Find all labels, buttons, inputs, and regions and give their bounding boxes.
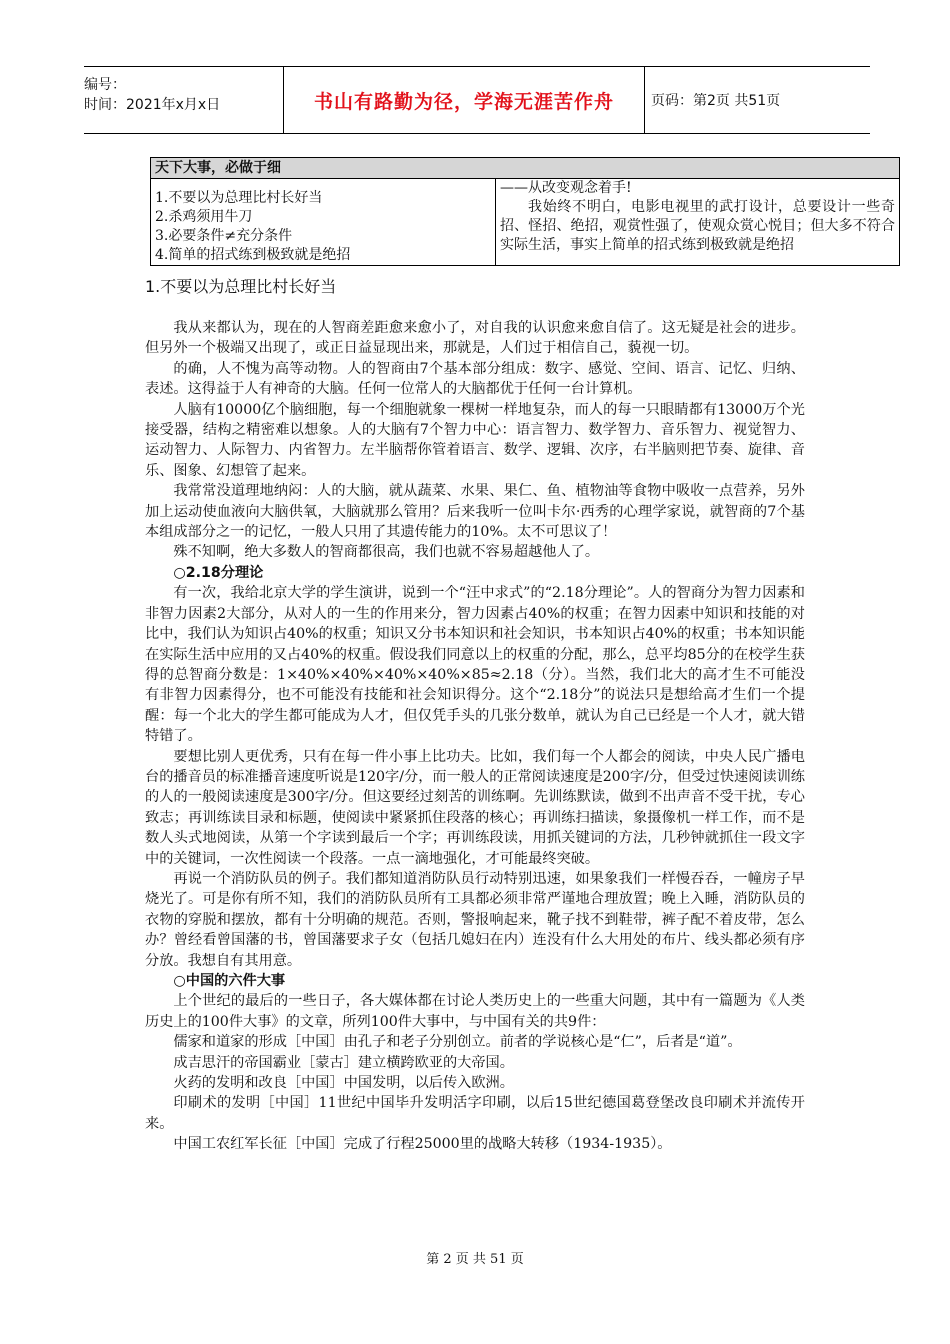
section-title: 1.不要以为总理比村长好当	[145, 277, 337, 296]
paragraph: 印刷术的发明［中国］11世纪中国毕升发明活字印刷，以后15世纪德国葛登堡改良印刷术并流传开来。	[145, 1095, 805, 1132]
page-header	[84, 66, 870, 134]
paragraph: 有一次，我给北京大学的学生演讲，说到一个“汪中求式”的“2.18分理论”。人的智商分为智力因素和非智力因素2大部分，从对人的一生的作用来分，智力因素占40%的权重；在智力因素中知识和技能的对比中，我们认为知识占40%的权重；知识又分书本知识和社会知识，书本知识占40%的权重；书本知识能在实际生活中应用的又占40%的权重。假设我们同意以上的权重的分配，那么，总平均85分的在校学生获得的总智商分数是：1×40%×40%×40%×40%×85≈2.18（分）。当然，我们北大的高才生不可能没有非智力因素得分，也不可能没有技能和社会知识得分。这个“2.18分”的说法只是想给高才生们一个提醒：每一个北大的学生都可能成为人才，但仅凭手头的几张分数单，就认为自己已经是一个人才，就大错特错了。	[145, 585, 805, 745]
summary-description	[496, 179, 900, 266]
paragraph: 火药的发明和改良［中国］中国发明，以后传入欧洲。	[173, 1075, 514, 1092]
summary-table-title: 天下大事，必做于细	[151, 158, 900, 179]
summary-item: 3.必要条件≠充分条件	[155, 228, 293, 244]
paragraph: 儒家和道家的形成［中国］由孔子和老子分别创立。前者的学说核心是“仁”，后者是“道”。	[173, 1034, 742, 1051]
paragraph: 我常常没道理地纳闷：人的大脑，就从蔬菜、水果、果仁、鱼、植物油等食物中吸收一点营养，另外加上运动使血液向大脑供氧，大脑就那么管用？后来我听一位叫卡尔·西秀的心理学家说，就智商的7个基本组成部分之一的记忆，一般人只用了其遗传能力的10%。太不可思议了！	[145, 483, 805, 541]
paragraph: 上个世纪的最后的一些日子，各大媒体都在讨论人类历史上的一些重大问题，其中有一篇题为《人类历史上的100件大事》的文章，所列100件大事中，与中国有关的共9件：	[145, 993, 805, 1030]
paragraph: 人脑有10000亿个脑细胞，每一个细胞就象一棵树一样地复杂，而人的每一只眼睛都有13000万个光接受器，结构之精密难以想象。人的大脑有7个智力中心：语言智力、数学智力、音乐智力、视觉智力、运动智力、人际智力、内省智力。左半脑帮你管着语言、数学、逻辑、次序，右半脑则把节奏、旋律、音乐、图象、幻想管了起来。	[145, 401, 805, 479]
paragraph: 我从来都认为，现在的人智商差距愈来愈小了，对自我的认识愈来愈自信了。这无疑是社会的进步。但另外一个极端又出现了，或正日益显现出来，那就是，人们过于相信自己，藐视一切。	[145, 320, 805, 357]
article-body	[145, 276, 805, 1155]
summary-item: 1.不要以为总理比村长好当	[155, 190, 323, 206]
paragraph: 要想比别人更优秀，只有在每一件小事上比功夫。比如，我们每一个人都会的阅读，中央人民广播电台的播音员的标准播音速度听说是120字/分，而一般人的正常阅读速度是200字/分，但受过快速阅读训练的人的一般阅读速度是300字/分。但这要经过刻苦的训练啊。先训练默读，做到不出声音不受干扰，专心致志；再训练读目录和标题，使阅读中紧紧抓住段落的核心；再训练扫描读，象摄像机一样工作，而不是数人头式地阅读，从第一个字读到最后一个字；再训练段读，用抓关键词的方法，几秒钟就抓住一段文字中的关键词，一次性阅读一个段落。一点一滴地强化，才可能最终突破。	[145, 748, 805, 867]
page-footer: 第 2 页 共 51 页	[426, 1252, 524, 1267]
summary-list	[151, 179, 496, 266]
paragraph: 成吉思汗的帝国霸业［蒙古］建立横跨欧亚的大帝国。	[173, 1054, 514, 1071]
summary-text: 我始终不明白，电影电视里的武打设计，总要设计一些奇招、怪招、绝招，观赏性强了，使观众赏心悦目；但大多不符合实际生活，事实上简单的招式练到极致就是绝招	[500, 199, 895, 253]
paragraph: 殊不知啊，绝大多数人的智商都很高，我们也就不容易超越他人了。	[173, 544, 600, 561]
header-motto: 书山有路勤为径，学海无涯苦作舟	[284, 67, 645, 133]
paragraph: 再说一个消防队员的例子。我们都知道消防队员行动特别迅速，如果象我们一样慢吞吞，一幢房子早烧光了。可是你有所不知，我们的消防队员所有工具都必须非常严谨地合理放置；晚上入睡，消防队员的衣物的穿脱和摆放，都有十分明确的规范。否则，警报响起来，靴子找不到鞋带，裤子配不着皮带，怎么办？曾经看曾国藩的书，曾国藩要求子女（包括几媳妇在内）连没有什么大用处的布片、线头都必须有序分放。我想自有其用意。	[145, 870, 805, 969]
header-meta	[84, 67, 284, 133]
summary-item: 4.简单的招式练到极致就是绝招	[155, 247, 351, 263]
summary-table	[150, 157, 900, 266]
paragraph: 中国工农红军长征［中国］完成了行程25000里的战略大转移（1934-1935）。	[173, 1136, 672, 1153]
subsection-heading: ○中国的六件大事	[173, 973, 286, 989]
summary-subtitle: ——从改变观念着手!	[500, 180, 632, 196]
subsection-heading: ○2.18分理论	[173, 564, 264, 581]
header-page-number: 页码：第2页 共51页	[651, 93, 781, 109]
document-date: 时间：2021年x月x日	[84, 97, 221, 113]
document-number: 编号：	[84, 77, 126, 93]
summary-item: 2.杀鸡须用牛刀	[155, 209, 253, 225]
paragraph: 的确，人不愧为高等动物。人的智商由7个基本部分组成：数字、感觉、空间、语言、记忆、归纳、表述。这得益于人有神奇的大脑。任何一位常人的大脑都优于任何一台计算机。	[145, 360, 805, 398]
